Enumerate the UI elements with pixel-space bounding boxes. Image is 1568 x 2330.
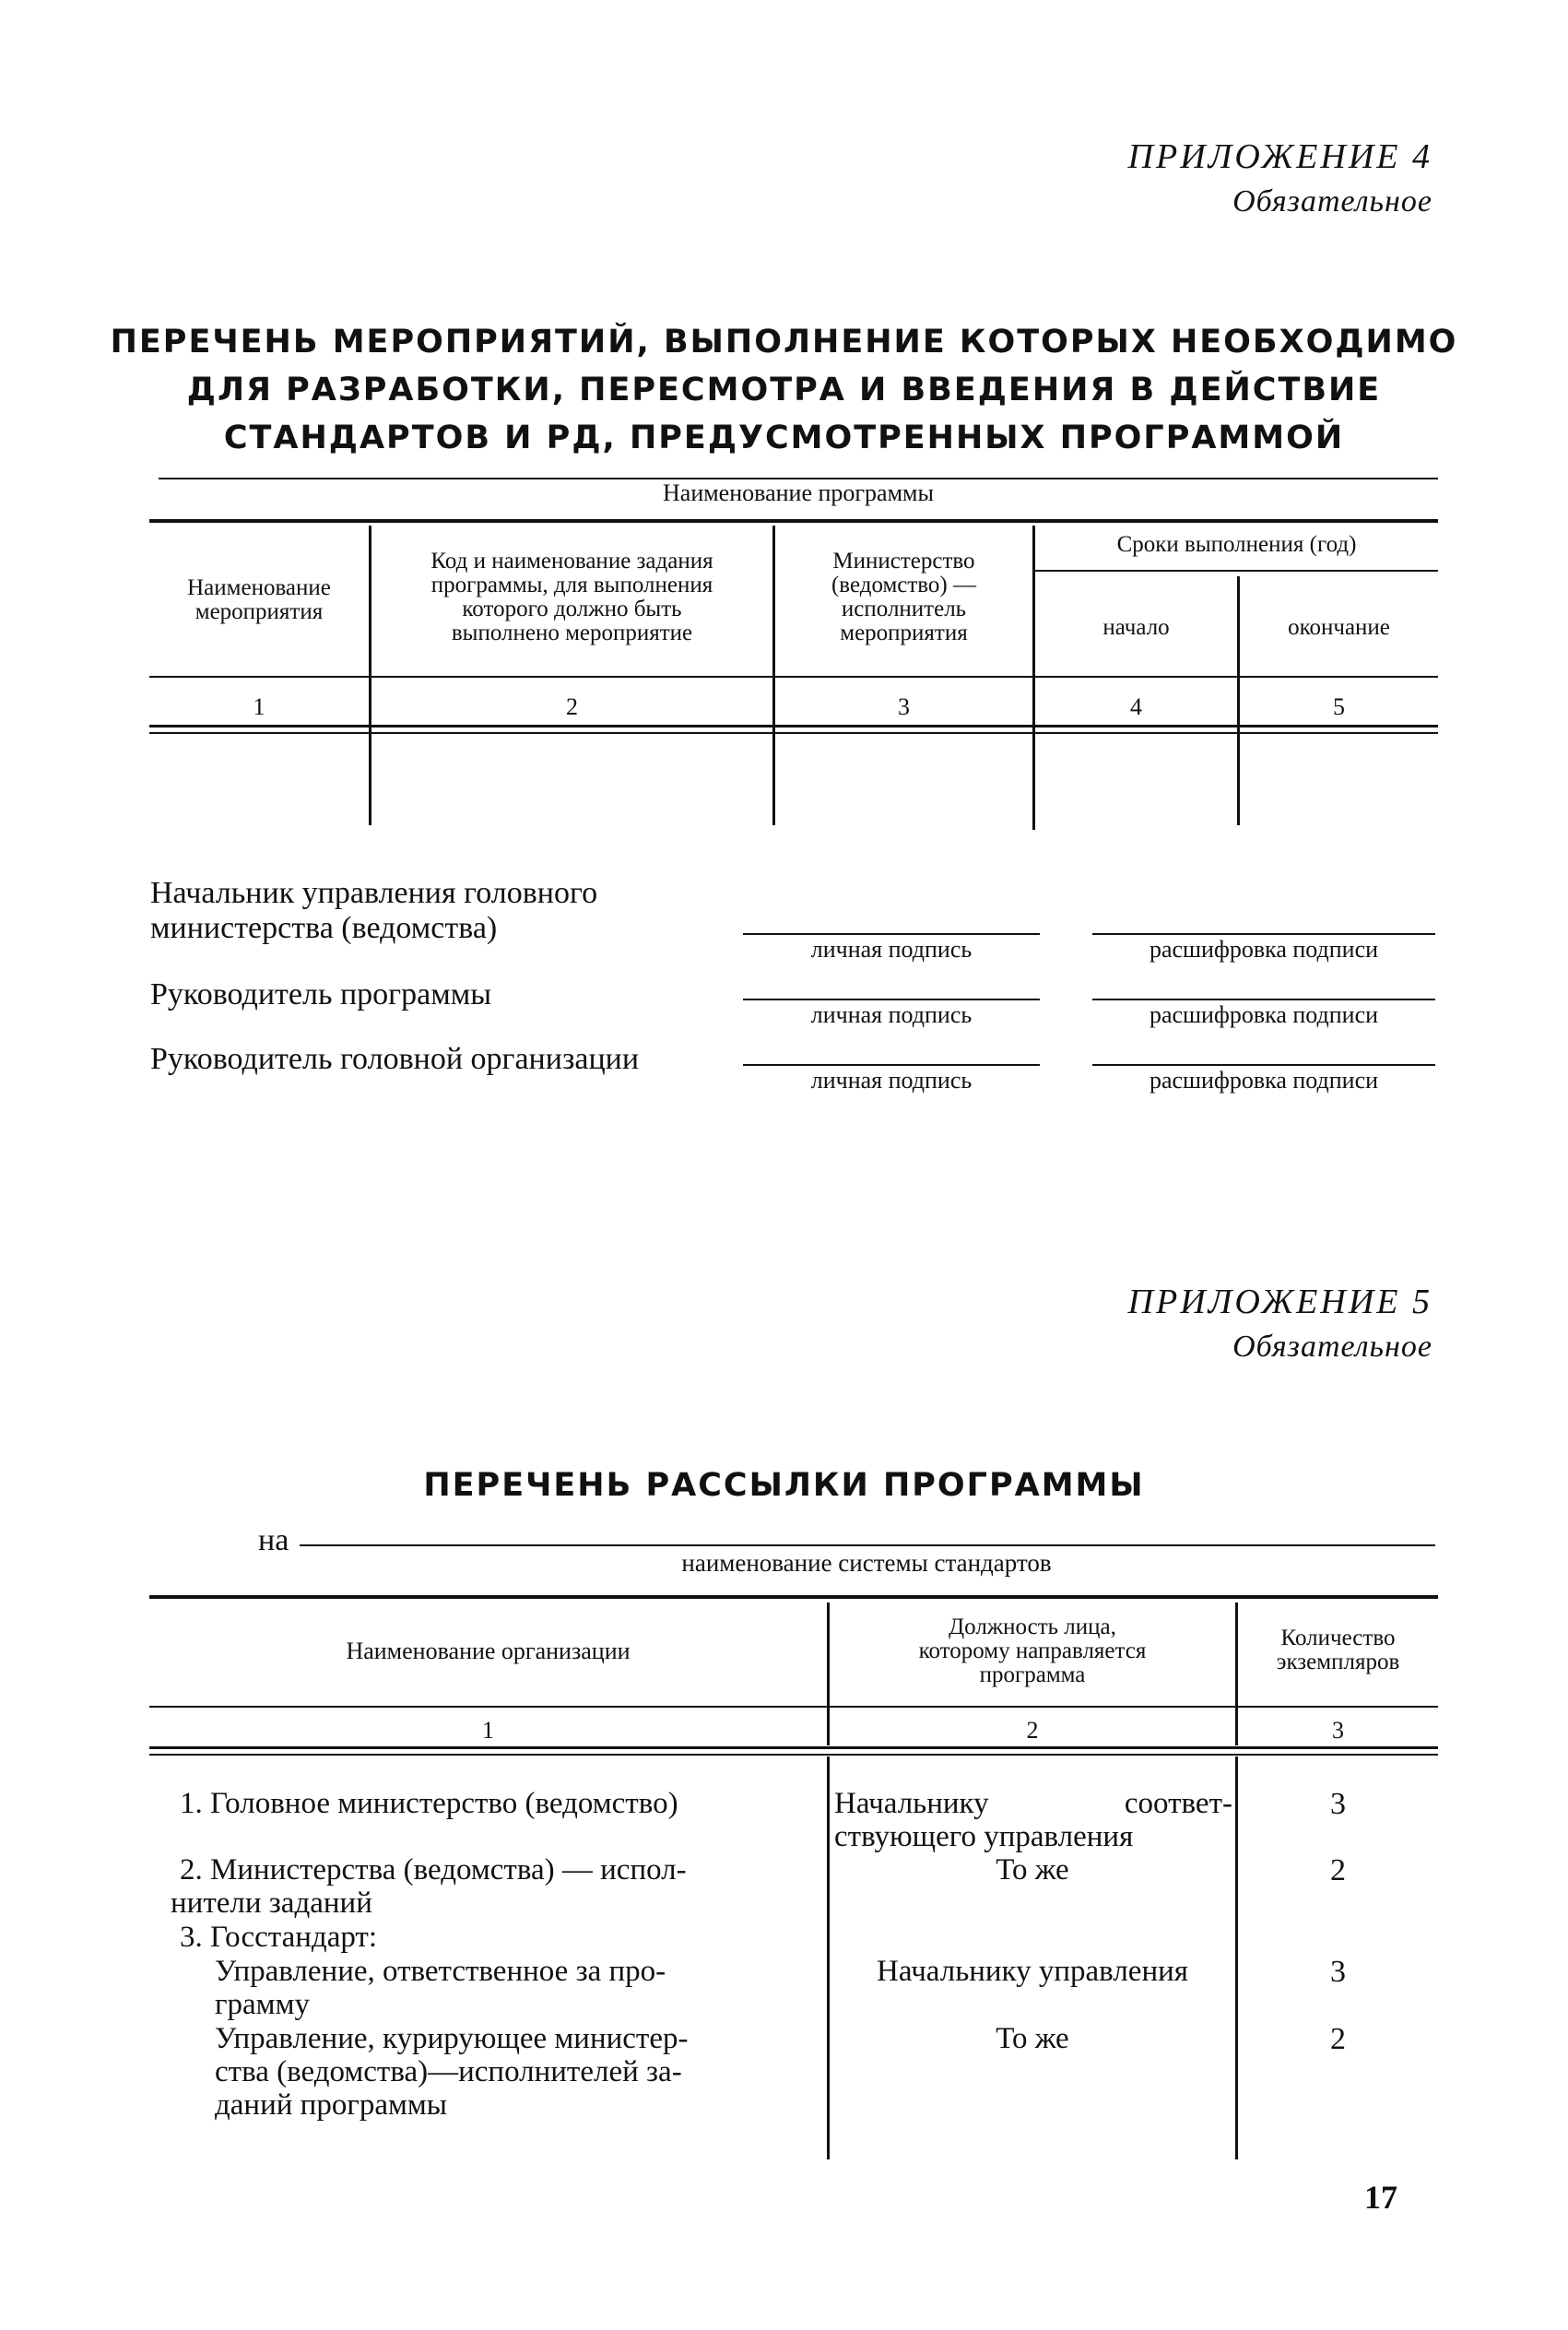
heading-line: СТАНДАРТОВ И РД, ПРЕДУСМОТРЕННЫХ ПРОГРАММОЙ xyxy=(223,420,1345,456)
table-row-org: 1. Головное министерство (ведомство) xyxy=(180,1787,678,1820)
column-number: 2 xyxy=(566,693,578,720)
heading-line: ПЕРЕЧЕНЬ МЕРОПРИЯТИЙ, ВЫПОЛНЕНИЕ КОТОРЫХ НЕОБХОДИМО xyxy=(110,324,1458,361)
signature-line xyxy=(1092,1064,1435,1066)
column-number: 2 xyxy=(1026,1717,1039,1744)
header-task-code: Код и наименование задания программы, для выполнения которого должно быть выполнено мероприятие xyxy=(430,549,713,645)
table-row-count: 3 xyxy=(1330,1955,1346,1989)
decode-caption: расшифровка подписи xyxy=(1149,936,1379,963)
signature-line xyxy=(743,933,1040,935)
rule xyxy=(149,732,1438,734)
system-caption: наименование системы стандартов xyxy=(681,1549,1052,1577)
table-row-org: Управление, курирующее министер- ства (ведомства)—исполнителей за- даний программы xyxy=(215,2022,689,2122)
table-row-position: Начальнику управления xyxy=(877,1955,1188,1988)
rule xyxy=(149,1746,1438,1749)
header-start: начало xyxy=(1102,615,1170,640)
column-number: 1 xyxy=(482,1717,494,1744)
table-row-org: 2. Министерства (ведомства) — испол- нители заданий xyxy=(171,1853,687,1920)
signature-line xyxy=(1092,933,1435,935)
signature-caption: личная подпись xyxy=(810,1001,973,1028)
table-row-count: 2 xyxy=(1330,2022,1346,2056)
rule xyxy=(149,725,1438,727)
signature-label: Руководитель головной организации xyxy=(150,1042,640,1076)
header-position: Должность лица, которому направляется программа xyxy=(918,1614,1147,1687)
header-end: окончание xyxy=(1288,615,1390,640)
table-row-count: 3 xyxy=(1330,1787,1346,1821)
rule xyxy=(149,519,1438,523)
signature-caption: личная подпись xyxy=(810,1067,973,1094)
header-organization: Наименование организации xyxy=(346,1638,631,1664)
signature-line xyxy=(743,1064,1040,1066)
rule xyxy=(149,1595,1438,1599)
column-number: 3 xyxy=(898,693,910,720)
table-row-org: Управление, ответственное за про- грамму xyxy=(215,1955,666,2021)
column-number: 1 xyxy=(253,693,265,720)
signature-label: Начальник управления головного министерства (ведомства) xyxy=(150,876,598,945)
rule xyxy=(149,1706,1438,1708)
rule xyxy=(149,1754,1438,1756)
decode-caption: расшифровка подписи xyxy=(1149,1067,1379,1094)
appendix4-title: ПРИЛОЖЕНИЕ 4 xyxy=(1127,137,1432,176)
signature-line xyxy=(1092,999,1435,1000)
table-row-org: 3. Госстандарт: xyxy=(180,1921,378,1954)
table-row-count: 2 xyxy=(1330,1853,1346,1887)
signature-label: Руководитель программы xyxy=(150,977,492,1011)
signature-line xyxy=(743,999,1040,1000)
header-activity-name: Наименование мероприятия xyxy=(187,575,331,624)
header-count: Количество экземпляров xyxy=(1276,1626,1400,1674)
appendix5-status: Обязательное xyxy=(1232,1330,1432,1364)
rule xyxy=(300,1544,1435,1546)
rule xyxy=(1035,570,1438,572)
appendix5-heading: ПЕРЕЧЕНЬ РАССЫЛКИ ПРОГРАММЫ xyxy=(423,1467,1145,1504)
header-ministry: Министерство (ведомство) — исполнитель мероприятия xyxy=(831,549,977,645)
decode-caption: расшифровка подписи xyxy=(1149,1001,1379,1028)
signature-caption: личная подпись xyxy=(810,936,973,963)
column-number: 3 xyxy=(1332,1717,1344,1744)
rule xyxy=(149,676,1438,678)
table-row-position: То же xyxy=(996,2022,1069,2055)
appendix4-status: Обязательное xyxy=(1232,184,1432,219)
appendix5-title: ПРИЛОЖЕНИЕ 5 xyxy=(1127,1283,1432,1321)
column-number: 5 xyxy=(1333,693,1345,720)
header-deadline: Сроки выполнения (год) xyxy=(1116,532,1357,557)
table-row-position: То же xyxy=(996,1853,1069,1886)
heading-line: ДЛЯ РАЗРАБОТКИ, ПЕРЕСМОТРА И ВВЕДЕНИЯ В ДЕЙСТВИЕ xyxy=(186,372,1382,408)
table-row-position: Начальнику соответ- ствующего управления xyxy=(834,1787,1232,1853)
appendix4-heading xyxy=(0,318,1568,462)
program-name-label: Наименование программы xyxy=(663,479,934,506)
on-prefix: на xyxy=(258,1523,289,1557)
page-number: 17 xyxy=(1364,2179,1397,2216)
column-number: 4 xyxy=(1130,693,1142,720)
